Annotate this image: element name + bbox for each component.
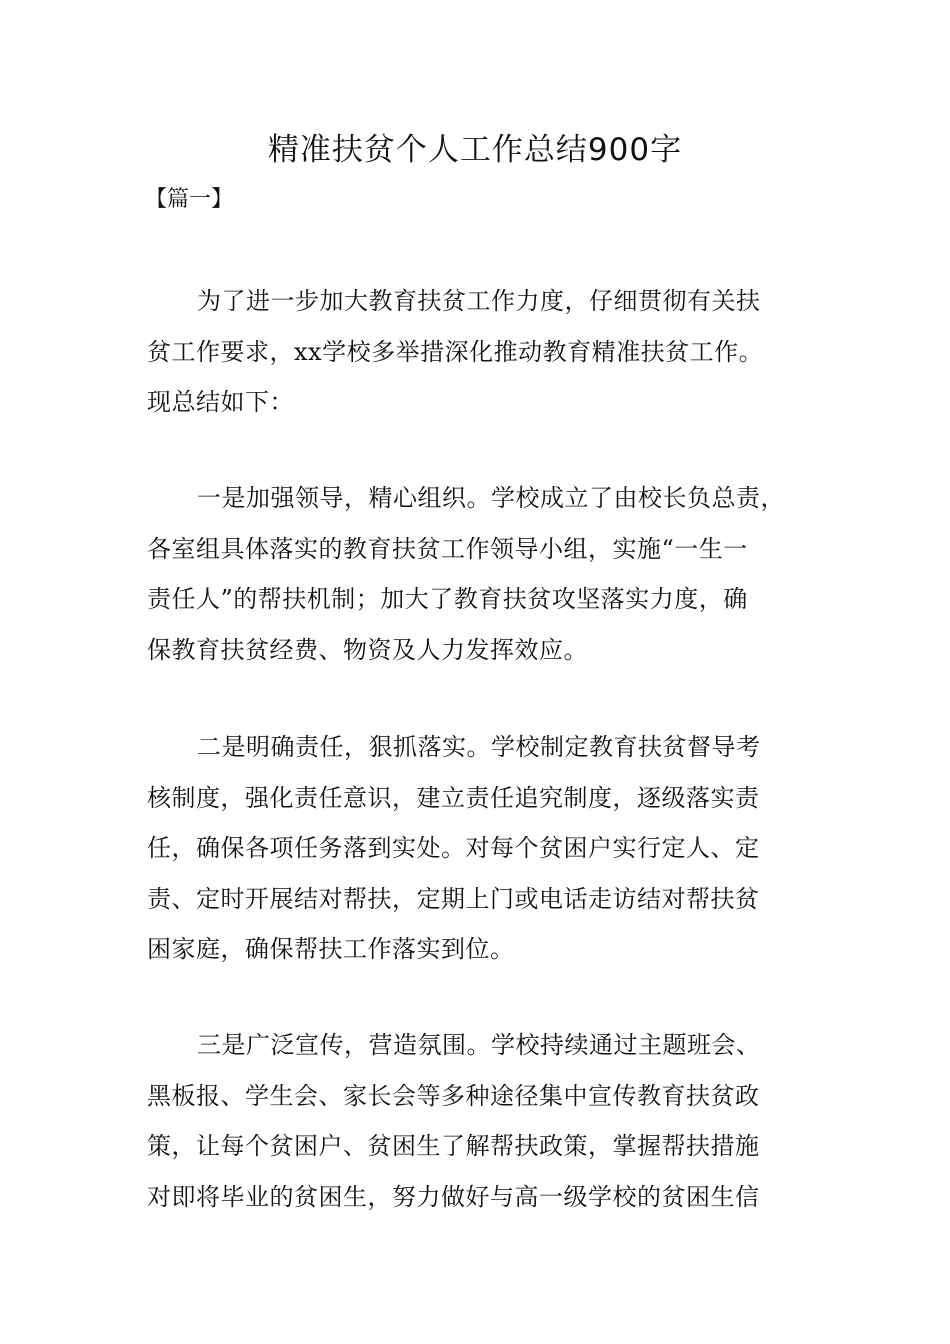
- document-title: 精准扶贫个人工作总结900字: [267, 132, 683, 168]
- paragraph-line: 黑板报、学生会、家长会等多种途径集中宣传教育扶贫政: [147, 1081, 760, 1110]
- paragraph-line: 困家庭，确保帮扶工作落实到位。: [147, 935, 515, 963]
- paragraph-line: 贫工作要求，xx学校多举措深化推动教育精准扶贫工作。: [147, 337, 764, 366]
- paragraph-line: 核制度，强化责任意识，建立责任追究制度，逐级落实责: [147, 783, 760, 812]
- paragraph-responsibility: [147, 722, 807, 975]
- paragraph-publicity: [147, 1020, 807, 1222]
- paragraph-line: 三是广泛宣传，营造氛围。学校持续通过主题班会、: [197, 1031, 761, 1059]
- paragraph-line: 对即将毕业的贫困生，努力做好与高一级学校的贫困生信: [147, 1182, 760, 1211]
- paragraph-line: 各室组具体落实的教育扶贫工作领导小组，实施“一生一: [147, 534, 748, 563]
- paragraph-line: 保教育扶贫经费、物资及人力发挥效应。: [147, 635, 588, 664]
- paragraph-leadership: [147, 473, 807, 675]
- paragraph-line: 责任人”的帮扶机制；加大了教育扶贫攻坚落实力度，确: [147, 585, 748, 613]
- paragraph-line: 为了进一步加大教育扶贫工作力度，仔细贯彻有关扶: [197, 287, 761, 315]
- section-label: 【篇一】: [145, 187, 234, 212]
- paragraph-line: 二是明确责任，狠抓落实。学校制定教育扶贫督导考: [197, 733, 761, 761]
- paragraph-line: 现总结如下：: [147, 388, 294, 416]
- paragraph-line: 责、定时开展结对帮扶，定期上门或电话走访结对帮扶贫: [147, 884, 760, 913]
- paragraph-line: 一是加强领导，精心组织。学校成立了由校长负总责，: [197, 484, 785, 512]
- paragraph-line: 任，确保各项任务落到实处。对每个贫困户实行定人、定: [147, 834, 760, 862]
- paragraph-intro: [147, 276, 807, 428]
- paragraph-line: 策，让每个贫困户、贫困生了解帮扶政策，掌握帮扶措施: [147, 1132, 760, 1160]
